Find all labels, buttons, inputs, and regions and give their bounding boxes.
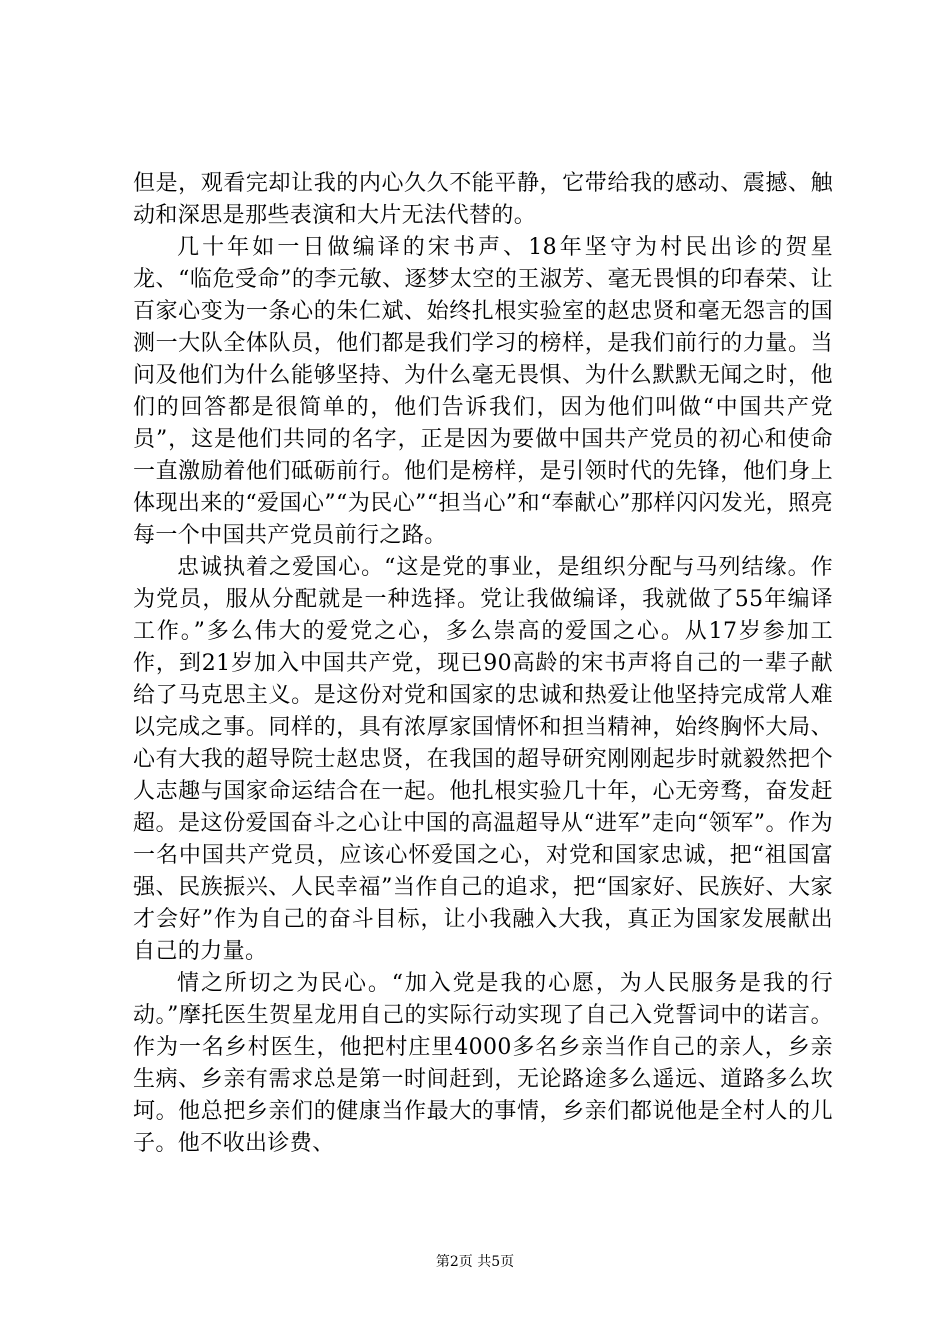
document-body [133,168,833,1160]
paragraph-4: 情之所切之为民心。“加入党是我的心愿，为人民服务是我的行动。”摩托医生贺星龙用自己的实际行动实现了自己入党誓词中的诺言。作为一名乡村医生，他把村庄里4000多名乡亲当作自己的亲人，乡亲生病、乡亲有需求总是第一时间赶到，无论路途多么遥远、道路多么坎坷。他总把乡亲们的健康当作最大的事情，乡亲们都说他是全村人的儿子。他不收出诊费、 [133,971,833,1156]
page-number-footer: 第2页 共5页 [435,1254,515,1270]
paragraph-1: 但是，观看完却让我的内心久久不能平静，它带给我的感动、震撼、触动和深思是那些表演和大片无法代替的。 [133,171,833,228]
paragraph-2: 几十年如一日做编译的宋书声、18年坚守为村民出诊的贺星龙、“临危受命”的李元敏、逐梦太空的王淑芳、毫无畏惧的印春荣、让百家心变为一条心的朱仁斌、始终扎根实验室的赵忠贤和毫无怨言的国测一大队全体队员，他们都是我们学习的榜样，是我们前行的力量。当问及他们为什么能够坚持、为什么毫无畏惧、为什么默默无闻之时，他们的回答都是很简单的，他们告诉我们，因为他们叫做“中国共产党员”，这是他们共同的名字，正是因为要做中国共产党员的初心和使命一直激励着他们砥砺前行。他们是榜样，是引领时代的先锋，他们身上体现出来的“爱国心”“为民心”“担当心”和“奉献心”那样闪闪发光，照亮每一个中国共产党员前行之路。 [133,235,833,548]
paragraph-3: 忠诚执着之爱国心。“这是党的事业，是组织分配与马列结缘。作为党员，服从分配就是一种选择。党让我做编译，我就做了55年编译工作。”多么伟大的爱党之心，多么崇高的爱国之心。从17岁参加工作，到21岁加入中国共产党，现已90高龄的宋书声将自己的一辈子献给了马克思主义。是这份对党和国家的忠诚和热爱让他坚持完成常人难以完成之事。同样的，具有浓厚家国情怀和担当精神，始终胸怀大局、心有大我的超导院士赵忠贤，在我国的超导研究刚刚起步时就毅然把个人志趣与国家命运结合在一起。他扎根实验几十年，心无旁骛，奋发赶超。是这份爱国奋斗之心让中国的高温超导从“进军”走向“领军”。作为一名中国共产党员，应该心怀爱国之心，对党和国家忠诚，把“祖国富强、民族振兴、人民幸福”当作自己的追求，把“国家好、民族好、大家才会好”作为自己的奋斗目标，让小我融入大我，真正为国家发展献出自己的力量。 [133,555,833,964]
